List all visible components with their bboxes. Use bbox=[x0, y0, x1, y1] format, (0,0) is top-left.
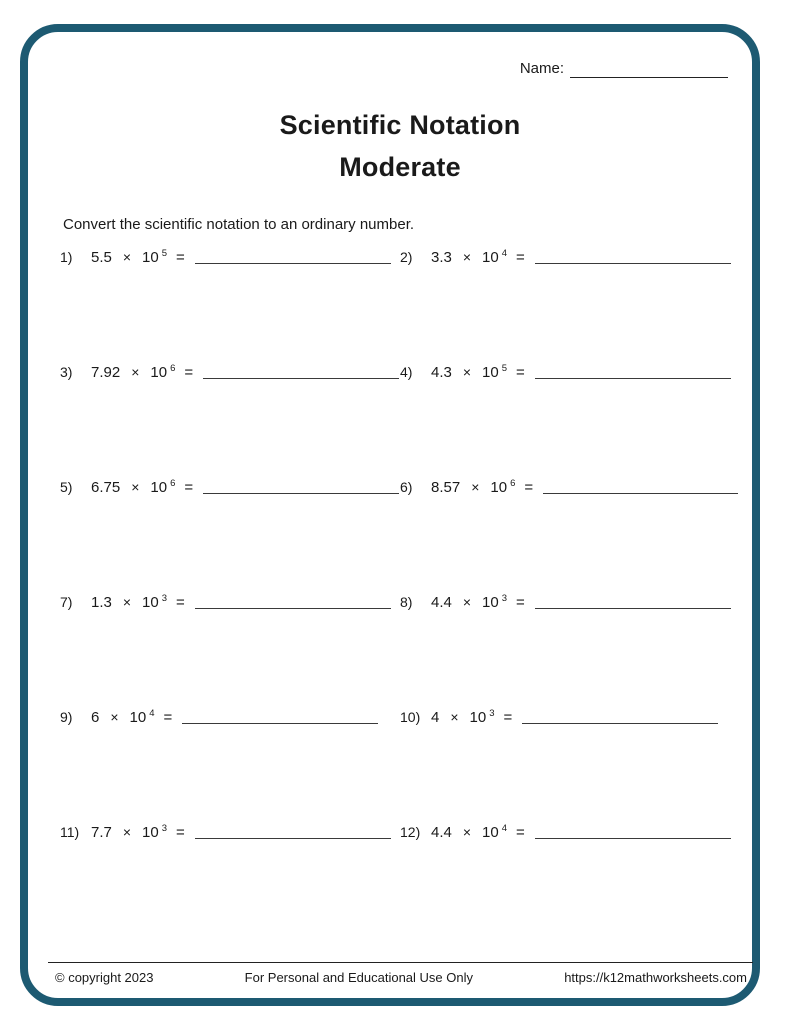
equals-sign: = bbox=[524, 479, 534, 496]
problem-item-5 bbox=[60, 474, 400, 589]
multiply-sign: × bbox=[122, 824, 132, 840]
problem-exponent: 3 bbox=[161, 593, 168, 604]
multiply-sign: × bbox=[450, 709, 459, 725]
problem-exponent: 5 bbox=[161, 248, 168, 259]
problem-number: 12) bbox=[400, 824, 421, 840]
problem-base: 10 bbox=[150, 364, 168, 381]
problem-coefficient: 4.3 bbox=[431, 364, 452, 381]
answer-blank[interactable] bbox=[195, 825, 391, 839]
problem-exponent: 3 bbox=[501, 593, 508, 604]
multiply-sign: × bbox=[462, 249, 472, 265]
multiply-sign: × bbox=[462, 364, 472, 380]
problem-base: 10 bbox=[129, 709, 147, 726]
problem-base: 10 bbox=[142, 824, 159, 841]
answer-blank[interactable] bbox=[203, 480, 399, 494]
problem-number: 8) bbox=[400, 594, 413, 610]
problem-exponent: 3 bbox=[489, 708, 495, 719]
problem-base: 10 bbox=[490, 479, 508, 496]
instruction-text: Convert the scientific notation to an ordinary number. bbox=[63, 216, 415, 233]
problem-coefficient: 4.4 bbox=[431, 824, 452, 841]
answer-blank[interactable] bbox=[535, 825, 731, 839]
equals-sign: = bbox=[184, 364, 194, 381]
problem-exponent: 4 bbox=[149, 708, 155, 719]
problem-coefficient: 6 bbox=[91, 709, 100, 726]
problem-number: 2) bbox=[400, 249, 413, 265]
problem-item-7 bbox=[60, 589, 400, 704]
multiply-sign: × bbox=[131, 364, 140, 380]
multiply-sign: × bbox=[462, 594, 472, 610]
problem-item-9 bbox=[60, 704, 400, 819]
problem-number: 5) bbox=[60, 479, 73, 495]
footer bbox=[55, 970, 747, 985]
equals-sign: = bbox=[516, 824, 525, 841]
problem-number: 4) bbox=[400, 364, 413, 380]
problem-item-11 bbox=[60, 819, 400, 934]
answer-blank[interactable] bbox=[535, 250, 731, 264]
problem-item-8 bbox=[400, 589, 738, 704]
problem-item-2 bbox=[400, 244, 738, 359]
footer-usage-text: For Personal and Educational Use Only bbox=[244, 970, 474, 985]
problem-number: 10) bbox=[400, 709, 421, 725]
problems-grid bbox=[60, 244, 738, 934]
problem-base: 10 bbox=[482, 364, 499, 381]
problem-coefficient: 4 bbox=[431, 709, 440, 726]
problem-coefficient: 7.7 bbox=[91, 824, 112, 841]
problem-exponent: 6 bbox=[170, 363, 176, 374]
problem-coefficient: 4.4 bbox=[431, 594, 452, 611]
problem-item-3 bbox=[60, 359, 400, 474]
problem-coefficient: 5.5 bbox=[91, 249, 112, 266]
multiply-sign: × bbox=[462, 824, 472, 840]
equals-sign: = bbox=[503, 709, 513, 726]
multiply-sign: × bbox=[122, 594, 132, 610]
problem-base: 10 bbox=[482, 824, 499, 841]
multiply-sign: × bbox=[110, 709, 119, 725]
equals-sign: = bbox=[516, 249, 525, 266]
problem-item-6 bbox=[400, 474, 738, 589]
problem-coefficient: 7.92 bbox=[91, 364, 121, 381]
answer-blank[interactable] bbox=[522, 710, 718, 724]
name-row bbox=[0, 60, 728, 78]
title-line-2: Moderate bbox=[339, 152, 461, 182]
equals-sign: = bbox=[176, 249, 185, 266]
problem-base: 10 bbox=[142, 594, 159, 611]
problem-base: 10 bbox=[469, 709, 487, 726]
problem-number: 7) bbox=[60, 594, 73, 610]
footer-copyright: © copyright 2023 bbox=[55, 970, 154, 985]
problem-exponent: 4 bbox=[501, 248, 508, 259]
problem-exponent: 6 bbox=[510, 478, 516, 489]
answer-blank[interactable] bbox=[195, 250, 391, 264]
multiply-sign: × bbox=[122, 249, 132, 265]
problem-number: 1) bbox=[60, 249, 73, 265]
name-blank-line[interactable] bbox=[570, 61, 728, 78]
worksheet-title bbox=[0, 104, 800, 188]
equals-sign: = bbox=[176, 594, 185, 611]
problem-base: 10 bbox=[150, 479, 168, 496]
problem-coefficient: 3.3 bbox=[431, 249, 452, 266]
equals-sign: = bbox=[184, 479, 194, 496]
problem-number: 11) bbox=[60, 824, 80, 840]
answer-blank[interactable] bbox=[182, 710, 378, 724]
answer-blank[interactable] bbox=[543, 480, 738, 494]
problem-exponent: 3 bbox=[161, 823, 168, 834]
footer-divider bbox=[48, 962, 753, 963]
answer-blank[interactable] bbox=[195, 595, 391, 609]
problem-exponent: 5 bbox=[501, 363, 508, 374]
equals-sign: = bbox=[176, 824, 185, 841]
problem-exponent: 6 bbox=[170, 478, 176, 489]
problem-coefficient: 8.57 bbox=[431, 479, 461, 496]
problem-number: 9) bbox=[60, 709, 73, 725]
equals-sign: = bbox=[163, 709, 173, 726]
problem-number: 6) bbox=[400, 479, 413, 495]
problem-base: 10 bbox=[482, 594, 499, 611]
equals-sign: = bbox=[516, 594, 525, 611]
problem-coefficient: 1.3 bbox=[91, 594, 112, 611]
problem-number: 3) bbox=[60, 364, 73, 380]
answer-blank[interactable] bbox=[535, 595, 731, 609]
problem-exponent: 4 bbox=[501, 823, 508, 834]
equals-sign: = bbox=[516, 364, 525, 381]
answer-blank[interactable] bbox=[203, 365, 399, 379]
problem-base: 10 bbox=[482, 249, 499, 266]
footer-url: https://k12mathworksheets.com bbox=[564, 970, 747, 985]
multiply-sign: × bbox=[131, 479, 140, 495]
problem-item-4 bbox=[400, 359, 738, 474]
name-label: Name: bbox=[519, 60, 564, 77]
answer-blank[interactable] bbox=[535, 365, 731, 379]
multiply-sign: × bbox=[471, 479, 480, 495]
problem-base: 10 bbox=[142, 249, 159, 266]
title-line-1: Scientific Notation bbox=[279, 110, 521, 140]
problem-item-12 bbox=[400, 819, 738, 934]
problem-item-10 bbox=[400, 704, 738, 819]
problem-coefficient: 6.75 bbox=[91, 479, 121, 496]
problem-item-1 bbox=[60, 244, 400, 359]
